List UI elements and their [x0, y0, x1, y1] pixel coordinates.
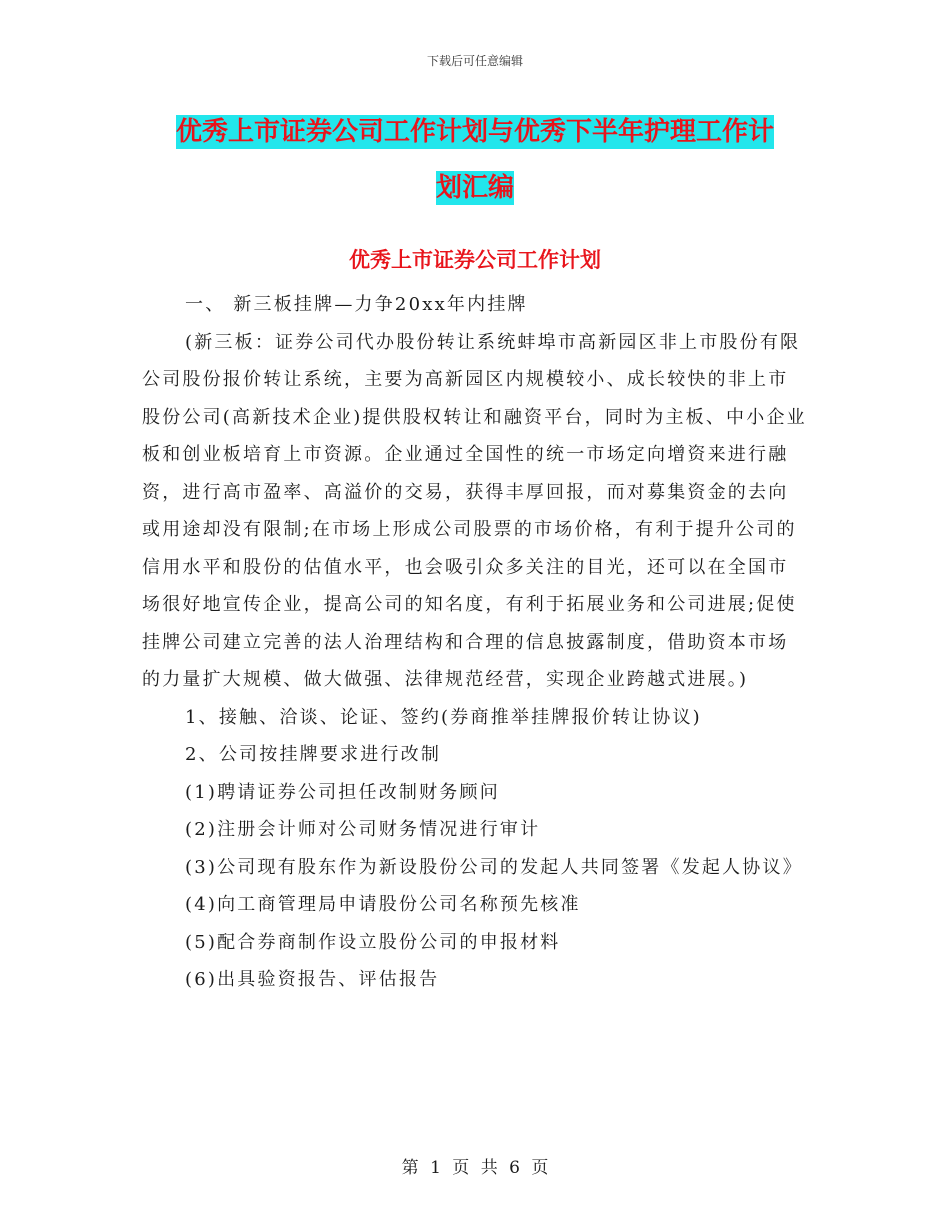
section-title: 优秀上市证券公司工作计划: [349, 248, 601, 272]
list-item: 1、接触、洽谈、论证、签约(券商推举挂牌报价转让协议): [185, 706, 702, 728]
title-line-2: 划汇编: [435, 173, 514, 203]
document-title: [0, 104, 950, 216]
list-item: 2、公司按挂牌要求进行改制: [185, 744, 442, 765]
page-footer: 第 1 页 共 6 页: [401, 1158, 549, 1178]
page-header: 下载后可任意编辑: [426, 54, 523, 68]
heading-item-1: 一、 新三板挂牌—力争20xx年内挂牌: [185, 294, 528, 315]
list-item: (5)配合券商制作设立股份公司的申报材料: [185, 931, 561, 953]
list-item: (4)向工商管理局申请股份公司名称预先核准: [185, 894, 581, 915]
title-line-1: 优秀上市证券公司工作计划与优秀下半年护理工作计: [175, 117, 774, 147]
list-item: (1)聘请证券公司担任改制财务顾问: [185, 781, 500, 803]
paragraph-intro: (新三板：证券公司代办股份转让系统蚌埠市高新园区非上市股份有限公司股份报价转让系统，主要为高新园区内规模较小、成长较快的非上市股份公司(高新技术企业)提供股权转让和融资平台，同时为主板、中小企业板和创业板培育上市资源。企业通过全国性的统一市场定向增资来进行融资，进行高市盈率、高溢价的交易，获得丰厚回报，而对募集资金的去向或用途却没有限制;在市场上形成公司股票的市场价格，有利于提升公司的信用水平和股份的估值水平，也会吸引众多关注的目光，还可以在全国市场很好地宣传企业，提高公司的知名度，有利于拓展业务和公司进展;促使挂牌公司建立完善的法人治理结构和合理的信息披露制度，借助资本市场的力量扩大规模、做大做强、法律规范经营，实现企业跨越式进展。): [142, 331, 807, 690]
list-item: (3)公司现有股东作为新设股份公司的发起人共同签署《发起人协议》: [185, 856, 803, 878]
list-item: (6)出具验资报告、评估报告: [185, 969, 440, 990]
document-body: [142, 286, 808, 999]
list-item: (2)注册会计师对公司财务情况进行审计: [185, 819, 541, 840]
